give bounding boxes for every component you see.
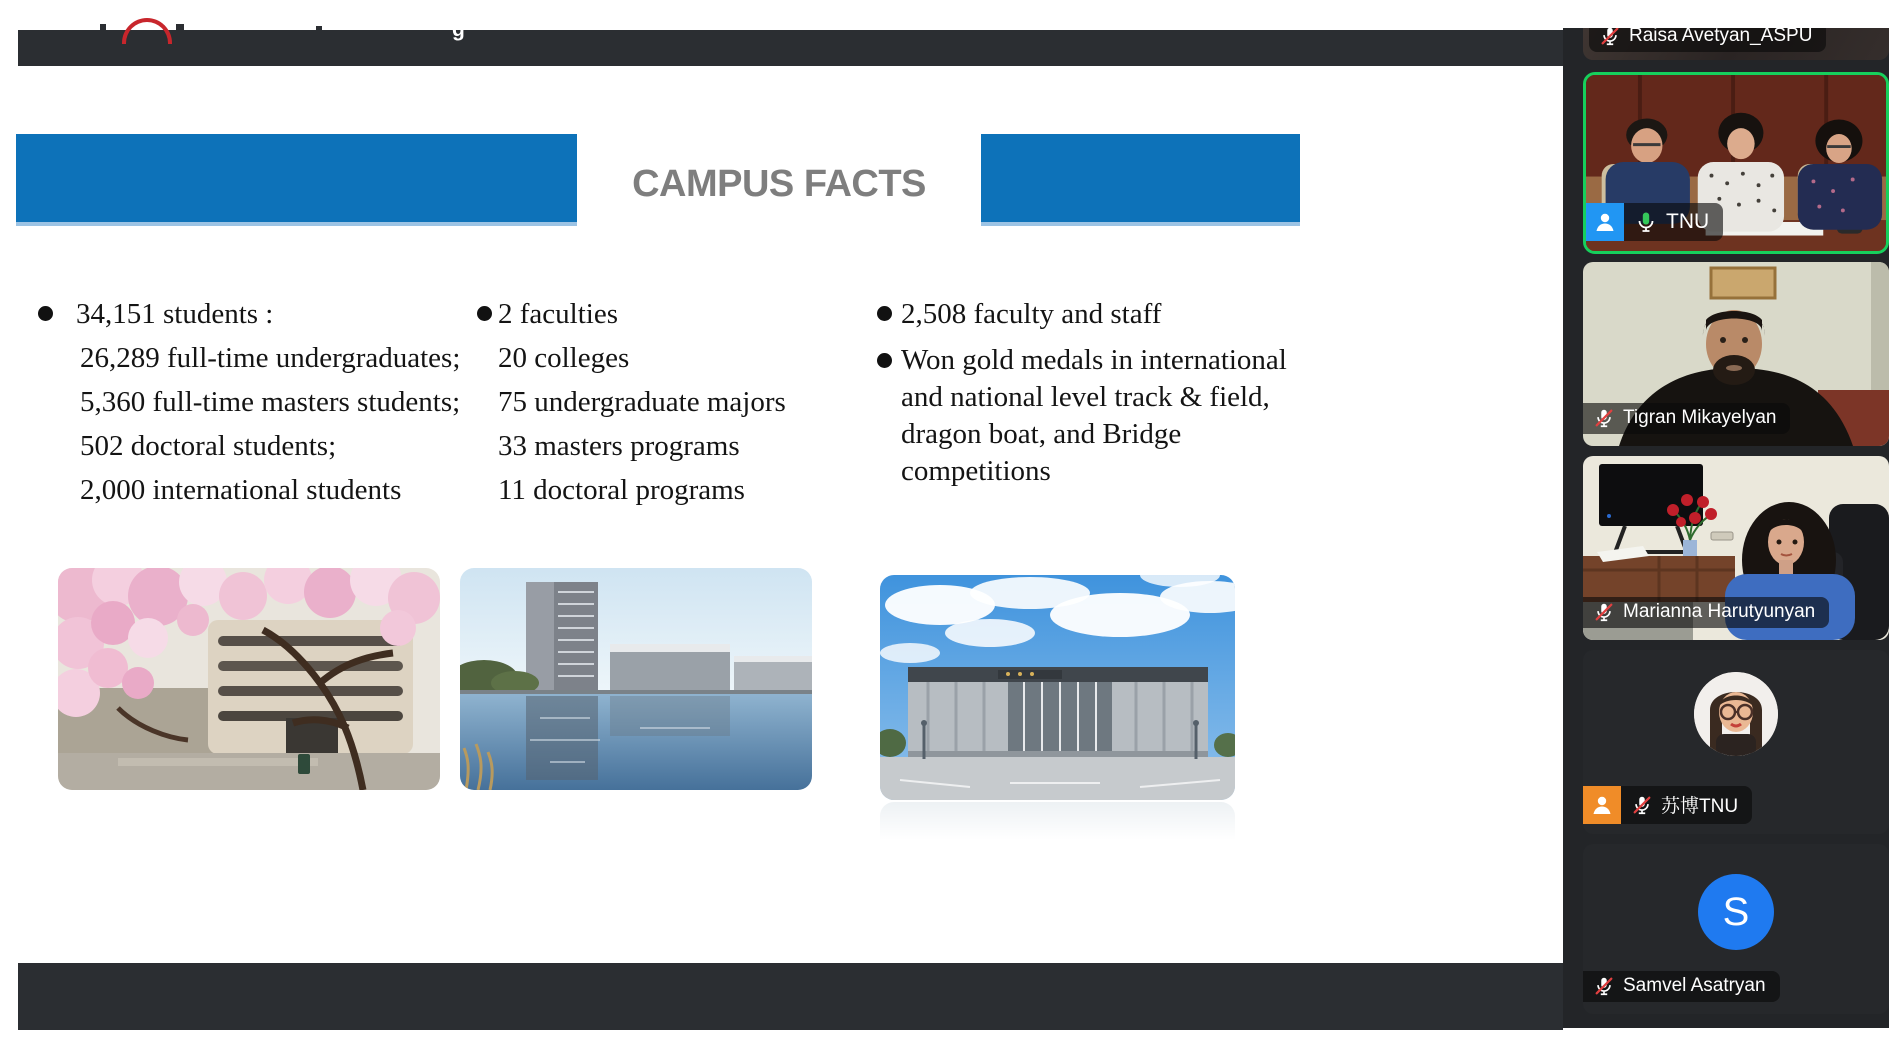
avatar-initial: S <box>1722 889 1750 934</box>
bullet-icon <box>477 306 492 321</box>
participant-tile-marianna[interactable] <box>1583 456 1889 640</box>
participant-tile-raisa[interactable] <box>1583 28 1889 60</box>
fact-line: 20 colleges <box>498 342 630 374</box>
fact-line: 502 doctoral students; <box>80 430 337 462</box>
reflection-fade <box>880 802 1235 844</box>
participant-nameplate <box>1589 28 1826 52</box>
facts-column-faculty <box>877 292 1287 490</box>
fact-line: 2,508 faculty and staff <box>901 298 1162 330</box>
facts-column-programs <box>477 292 786 512</box>
fact-line: 2 faculties <box>498 298 618 330</box>
person-icon <box>1590 793 1614 817</box>
person-icon <box>1593 210 1617 234</box>
bullet-icon <box>877 353 892 368</box>
participant-tile-tigran[interactable] <box>1583 262 1889 446</box>
facts-column-students <box>38 292 460 512</box>
participant-tile-samvel[interactable] <box>1583 844 1889 1014</box>
spotlight-badge <box>1586 203 1624 241</box>
fact-line: competitions <box>901 455 1051 487</box>
fact-line: Won gold medals in international <box>901 344 1287 376</box>
participant-nameplate <box>1583 403 1790 434</box>
fact-line: dragon boat, and Bridge <box>901 418 1182 450</box>
fact-line: 75 undergraduate majors <box>498 386 786 418</box>
title-accent-bar-left <box>16 134 577 226</box>
text-fragment <box>316 26 322 33</box>
mic-muted-icon <box>1631 794 1653 816</box>
slide-title: CAMPUS FACTS <box>632 163 926 205</box>
title-accent-bar-right <box>981 134 1300 226</box>
mic-active-icon <box>1634 210 1658 234</box>
mic-muted-icon <box>1593 975 1615 997</box>
avatar <box>1694 672 1778 756</box>
bullet-icon <box>38 306 53 321</box>
campus-photo-blossoms <box>58 568 440 790</box>
participant-name: Marianna Harutyunyan <box>1623 601 1816 622</box>
fact-line: 2,000 international students <box>80 474 402 506</box>
participant-tile-subo[interactable] <box>1583 650 1889 834</box>
participant-name: Samvel Asatryan <box>1623 975 1766 996</box>
fact-line: and national level track & field, <box>901 381 1270 413</box>
mic-muted-icon <box>1599 28 1621 47</box>
fact-line: 11 doctoral programs <box>498 474 745 506</box>
avatar <box>1698 874 1774 950</box>
mic-muted-icon <box>1593 601 1615 623</box>
text-fragment <box>176 24 184 31</box>
share-top-bar <box>18 30 1563 66</box>
share-bottom-bar <box>18 963 1563 1030</box>
guest-badge <box>1583 786 1621 824</box>
participant-name: Raisa Avetyan_ASPU <box>1629 28 1813 46</box>
fact-line: 5,360 full-time masters students; <box>80 386 461 418</box>
text-fragment <box>100 24 106 31</box>
participant-nameplate <box>1621 786 1752 824</box>
fact-line: 34,151 students : <box>76 298 274 330</box>
participant-nameplate <box>1583 971 1780 1002</box>
participant-name: 苏博TNU <box>1661 796 1739 817</box>
participant-name: Tigran Mikayelyan <box>1623 407 1777 428</box>
bullet-icon <box>877 306 892 321</box>
mic-muted-icon <box>1593 407 1615 429</box>
partial-red-logo-icon <box>122 18 172 44</box>
fact-line: 33 masters programs <box>498 430 740 462</box>
participant-nameplate <box>1583 597 1829 628</box>
participants-panel <box>1563 28 1889 1028</box>
avatar-photo <box>1694 672 1778 756</box>
partial-text-g: g <box>452 18 465 41</box>
campus-photo-lake <box>460 568 812 790</box>
fact-line: 26,289 full-time undergraduates; <box>80 342 461 374</box>
participant-name: TNU <box>1666 209 1710 233</box>
participant-tile-tnu[interactable] <box>1583 72 1889 254</box>
participant-nameplate <box>1624 203 1723 241</box>
campus-photo-auditorium <box>880 575 1235 800</box>
